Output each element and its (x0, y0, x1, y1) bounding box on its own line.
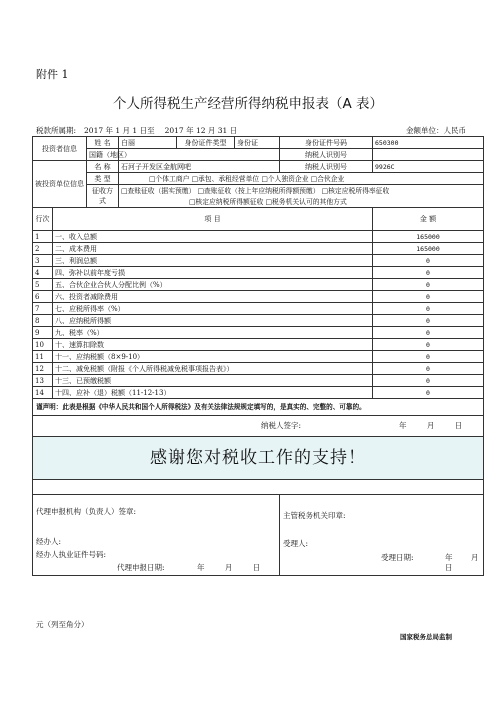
item-label: 十、速算扣除数 (53, 339, 373, 351)
currency-unit: 金额单位：人民币 (406, 126, 466, 135)
taxpayer-signature-row (33, 416, 484, 437)
thanks-banner: 感谢您对税收工作的支持！ (33, 437, 484, 480)
amount-cell[interactable]: 0 (373, 375, 484, 387)
amount-cell[interactable]: 165000 (373, 243, 484, 255)
taxpayer-signature-date: 年 月 日 (399, 421, 463, 430)
table-row (33, 255, 484, 267)
period-end: 2017 年 12 月 31 日 (164, 126, 238, 135)
tax-return-table (32, 136, 484, 576)
row-number: 4 (33, 267, 53, 279)
amount-cell[interactable]: 165000 (373, 231, 484, 243)
row-number: 2 (33, 243, 53, 255)
collection-method-options-1[interactable]: □查账征收（据实预缴） □查账征收（按上年应纳税所得额预缴） □核定应税所得率征收 (119, 185, 484, 197)
amount-cell[interactable]: 0 (373, 363, 484, 375)
tax-period-row (36, 125, 466, 136)
item-label: 三、利润总额 (53, 255, 373, 267)
agent-cert-label: 经办人执业证件号码: (36, 550, 107, 559)
table-row (33, 279, 484, 291)
item-label: 十一、应纳税额（8×9-10） (53, 351, 373, 363)
item-label: 十四、应补（退）税额（11-12-13） (53, 387, 373, 399)
table-row (33, 303, 484, 315)
region-field[interactable] (119, 149, 280, 161)
table-row (33, 363, 484, 375)
item-label: 七、应税所得率（%） (53, 303, 373, 315)
table-row (33, 291, 484, 303)
region-label: 国籍（地区） (87, 149, 119, 161)
table-row (33, 231, 484, 243)
item-label: 六、投资者减除费用 (53, 291, 373, 303)
row-number-header: 行次 (33, 208, 53, 231)
id-type-field[interactable]: 身份证 (235, 137, 280, 149)
agent-date: 年 月 日 (197, 563, 261, 572)
id-number-field[interactable]: 650300 (373, 137, 484, 149)
amount-header: 金 额 (373, 208, 484, 231)
tax-office-seal-label: 主管税务机关印章: (283, 511, 346, 520)
row-number: 3 (33, 255, 53, 267)
unit-name-label: 名 称 (87, 161, 119, 173)
amount-cell[interactable]: 0 (373, 315, 484, 327)
attachment-label: 附件 1 (36, 68, 69, 81)
invested-unit-label: 被投资单位信息 (33, 161, 87, 208)
collection-method-label: 征收方式 (87, 185, 119, 208)
item-label: 十二、减免税额（附报《个人所得税减免税事项报告表》） (53, 363, 373, 375)
amount-cell[interactable]: 0 (373, 351, 484, 363)
item-label: 九、税率（%） (53, 327, 373, 339)
receiver-label: 受理人: (283, 539, 309, 548)
investor-taxpayer-id-field[interactable] (373, 149, 484, 161)
item-label: 二、成本费用 (53, 243, 373, 255)
unit-taxpayer-id-field[interactable]: 9926C (373, 161, 484, 173)
amount-cell[interactable]: 0 (373, 387, 484, 399)
amount-cell[interactable]: 0 (373, 303, 484, 315)
item-label: 十三、已预缴税额 (53, 375, 373, 387)
table-row (33, 375, 484, 387)
table-row (33, 243, 484, 255)
tax-office-section (280, 495, 484, 576)
period-start: 2017 年 1 月 1 日至 (84, 126, 155, 135)
row-number: 7 (33, 303, 53, 315)
amount-cell[interactable]: 0 (373, 327, 484, 339)
declaration-text: 谨声明：此表是根据《中华人民共和国个人所得税法》及有关法律法规规定填写的，是真实的、完整的、可靠的。 (33, 399, 484, 416)
period-label: 税款所属期: (36, 126, 77, 135)
unit-type-label: 类 型 (87, 173, 119, 185)
row-number: 9 (33, 327, 53, 339)
table-row (33, 315, 484, 327)
form-title: 个人所得税生产经营所得纳税申报表（A 表） (112, 96, 384, 112)
amount-cell[interactable]: 0 (373, 267, 484, 279)
collection-method-options-2[interactable]: □核定应纳税所得额征收 □税务机关认可的其他方式 (119, 196, 484, 208)
agency-seal-label: 代理申报机构（负责人）签章: (36, 507, 137, 516)
row-number: 10 (33, 339, 53, 351)
investor-name-field[interactable]: 白丽 (119, 137, 177, 149)
id-number-label: 身份证件号码 (280, 137, 373, 149)
agent-label: 经办人: (36, 537, 62, 546)
investor-name-label: 姓 名 (87, 137, 119, 149)
amount-cell[interactable]: 0 (373, 279, 484, 291)
row-number: 1 (33, 231, 53, 243)
table-row (33, 327, 484, 339)
amount-cell[interactable]: 0 (373, 255, 484, 267)
table-row (33, 339, 484, 351)
investor-info-label: 投资者信息 (33, 137, 87, 161)
row-number: 8 (33, 315, 53, 327)
table-row (33, 351, 484, 363)
item-label: 五、合伙企业合伙人分配比例（%） (53, 279, 373, 291)
taxpayer-signature-label: 纳税人签字: (261, 421, 302, 430)
row-number: 6 (33, 291, 53, 303)
row-number: 14 (33, 387, 53, 399)
row-number: 13 (33, 375, 53, 387)
table-row (33, 267, 484, 279)
blank-row (33, 480, 484, 495)
supervisor-text: 国家税务总局监制 (400, 633, 452, 641)
investor-taxpayer-id-label: 纳税人识别号 (280, 149, 373, 161)
agent-date-label: 代理申报日期: (117, 563, 165, 572)
unit-name-field[interactable]: 石河子开发区金航网吧 (119, 161, 280, 173)
row-number: 5 (33, 279, 53, 291)
item-label: 一、收入总额 (53, 231, 373, 243)
unit-type-checkboxes[interactable]: □个体工商户 □承包、承租经营单位 □个人独资企业 □合伙企业 (119, 173, 484, 185)
unit-taxpayer-id-label: 纳税人识别号 (280, 161, 373, 173)
item-header: 项 目 (53, 208, 373, 231)
table-row (33, 387, 484, 399)
unit-note: 元（列至角分） (36, 620, 89, 629)
amount-cell[interactable]: 0 (373, 291, 484, 303)
amount-cell[interactable]: 0 (373, 339, 484, 351)
receive-date-label: 受理日期: (381, 553, 414, 562)
receive-date: 年 月 日 (445, 553, 479, 572)
item-label: 四、弥补以前年度亏损 (53, 267, 373, 279)
row-number: 12 (33, 363, 53, 375)
item-label: 八、应纳税所得额 (53, 315, 373, 327)
row-number: 11 (33, 351, 53, 363)
id-type-label: 身份证件类型 (177, 137, 235, 149)
agent-section (33, 495, 280, 576)
